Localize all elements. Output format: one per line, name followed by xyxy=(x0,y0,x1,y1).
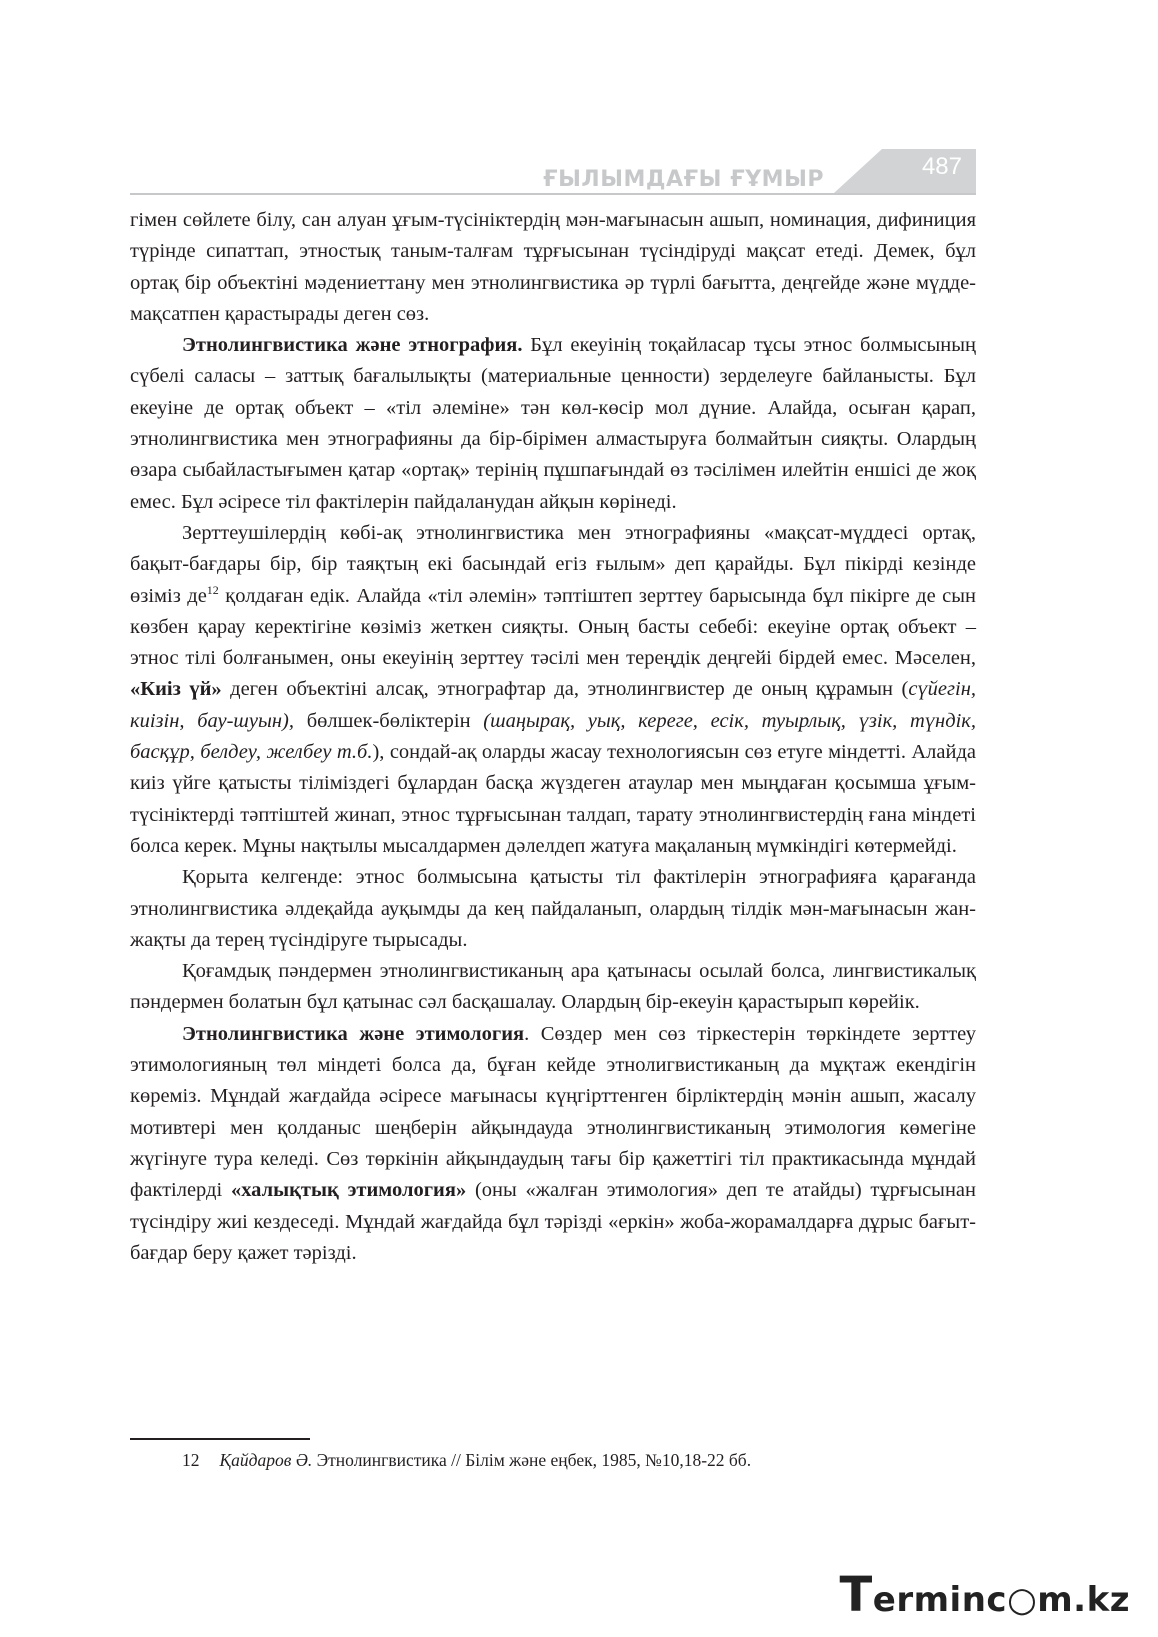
section-heading-ethnography: Этнолингвистика және этнография. xyxy=(182,334,523,357)
text-run: (оны «жалған этимология» деп те атайды) тұрғысынан түсіндіру жиі кездеседі. Мұндай жағдайда бұл тәрізді «еркін» жоба-жорамалдарға дұрыс бағыт-бағдар беру қажет тәрізді. xyxy=(130,1179,976,1264)
footnote-text: Этнолингвистика // Білім және еңбек, 1985, №10,18-22 бб. xyxy=(312,1450,752,1470)
paragraph-4 xyxy=(130,862,976,956)
italic-list: сүйегін, киізін, бау-шуын), xyxy=(130,678,977,732)
footnote-author: Қайдаров Ә. xyxy=(219,1450,313,1470)
section-heading-etymology: Этнолингвистика және этимология xyxy=(182,1022,525,1045)
footnote-rule xyxy=(130,1438,310,1440)
paragraph-3 xyxy=(130,518,976,862)
text-run: Қорыта келгенде: этнос болмысына қатысты тіл фактілерін этнографияға қарағанда этнолингвистика әлдеқайда ауқымды да кең пайдаланып, олардың тілдік мән-мағынасын жан-жақты да терең түсіндіруге тырысады. xyxy=(130,866,976,951)
header-rule xyxy=(130,193,976,195)
text-run: деген объектіні алсақ, этнографтар да, этнолингвистер де оның құрамын ( xyxy=(221,678,909,701)
paragraph-2 xyxy=(130,330,976,518)
watermark-text: m.kz xyxy=(1037,1580,1130,1620)
running-title: ҒЫЛЫМДАҒЫ ҒҰМЫР xyxy=(543,167,824,192)
body-text xyxy=(130,205,976,1269)
text-run: Зерттеушілердің көбі-ақ этнолингвистика мен этнографияны «мақсат-мүддесі ортақ, бақыт-бағдары бір, бір таяқтың екі басындай егіз ғылым» деп қарайды. Бұл пікірді кезінде өзіміз де xyxy=(130,521,976,607)
text-run: бөлшек-бөліктерін xyxy=(294,709,484,732)
running-header xyxy=(130,145,976,201)
watermark-text: erminc xyxy=(872,1580,1008,1620)
bold-term: «халықтық этимология» xyxy=(230,1179,467,1202)
paragraph-5 xyxy=(130,956,976,1019)
text-run: . Сөздер мен сөз тіркестерін төркіндете зерттеу этимологияның төл міндеті болса да, бұған кейде этнолигвистиканың да мұқтаж екендігін көреміз. Мұндай жағдайда әсіресе мағынасы күңгірттенген бірліктердің мәнін ашып, жасалу мотивтері мен қолданыс шеңберін айқындауда этнолингвистиканың этимология көмегіне жүгінуге тура келеді. Сөз төркінін айқындаудың тағы бір қажеттігі тіл практикасында мұндай фактілерді xyxy=(130,1022,976,1202)
footnote-number: 12 xyxy=(182,1450,200,1470)
text-run: гімен сөйлете білу, сан алуан ұғым-түсініктердің мән-мағынасын ашып, номинация, дифиниция түрінде сипаттап, этностық таным-талғам тұрғысынан түсіндіруді мақсат етеді. Демек, бұл ортақ бір объектіні мәдениеттану мен этнолингвистика әр түрлі бағытта, деңгейде және мүдде-мақсатпен қарастырады деген сөз. xyxy=(130,209,976,325)
footnote xyxy=(182,1448,972,1472)
paragraph-6 xyxy=(130,1019,976,1269)
footnote-ref[interactable]: 12 xyxy=(206,582,219,597)
page-number: 487 xyxy=(921,153,962,180)
paragraph-1 xyxy=(130,205,976,330)
text-run: Бұл екеуінің тоқайласар тұсы этнос болмысының сүбелі саласы – заттық бағалылықты (материальные ценности) зерделеуге байланысты. Бұл екеуіне де ортақ объект – «тіл әлеміне» тән көл-көсір мол дүние. Алайда, осыған қарап, этнолингвистика мен этнографияны да бір-бірімен алмастыруға болмайтын сияқты. Олардың өзара сыбайластығымен қатар «ортақ» терінің пұшпағындай өз тәсілімен илейтін еншісі де жоқ емес. Бұл әсіресе тіл фактілерін пайдаланудан айқын көрінеді. xyxy=(130,334,976,513)
site-watermark xyxy=(840,1567,1130,1623)
text-run: ), сондай-ақ оларды жасау технологиясын сөз етуге міндетті. Алайда киіз үйге қатысты тіліміздегі бұлардан басқа жүздеген атаулар мен мыңдаған қосымша ұғым-түсініктерді тәптіштей жинап, этнос тұрғысынан талдап, тарату этнолингвистердің ғана міндеті болса керек. Мұны нақтылы мысалдармен дәлелдеп жатуға мақаланың мүмкіндігі көтермейді. xyxy=(130,741,976,857)
magnifier-icon: ○ xyxy=(1007,1580,1038,1620)
watermark-letter: T xyxy=(839,1567,873,1623)
bold-term: «Киіз үй» xyxy=(130,678,222,701)
text-run: қолдаған едік. Алайда «тіл әлемін» тәптіштеп зерттеу барысында бұл пікірге де сын көзбен қарау керектігіне көзіміз жеткен сияқты. Оның басты себебі: екеуіне ортақ объект – этнос тілі болғанымен, оны екеуінің зерттеу тәсілі мен тереңдік деңгейі бірдей емес. Мәселен, xyxy=(130,584,976,670)
text-run: Қоғамдық пәндермен этнолингвистиканың ара қатынасы осылай болса, лингвистикалық пәндермен болатын бұл қатынас сәл басқашалау. Олардың бір-екеуін қарастырып көрейік. xyxy=(130,960,976,1014)
italic-list: (шаңырақ, уық, кереге, есік, туырлық, үзік, түндік, басқұр, белдеу, желбеу т.б. xyxy=(130,709,976,764)
